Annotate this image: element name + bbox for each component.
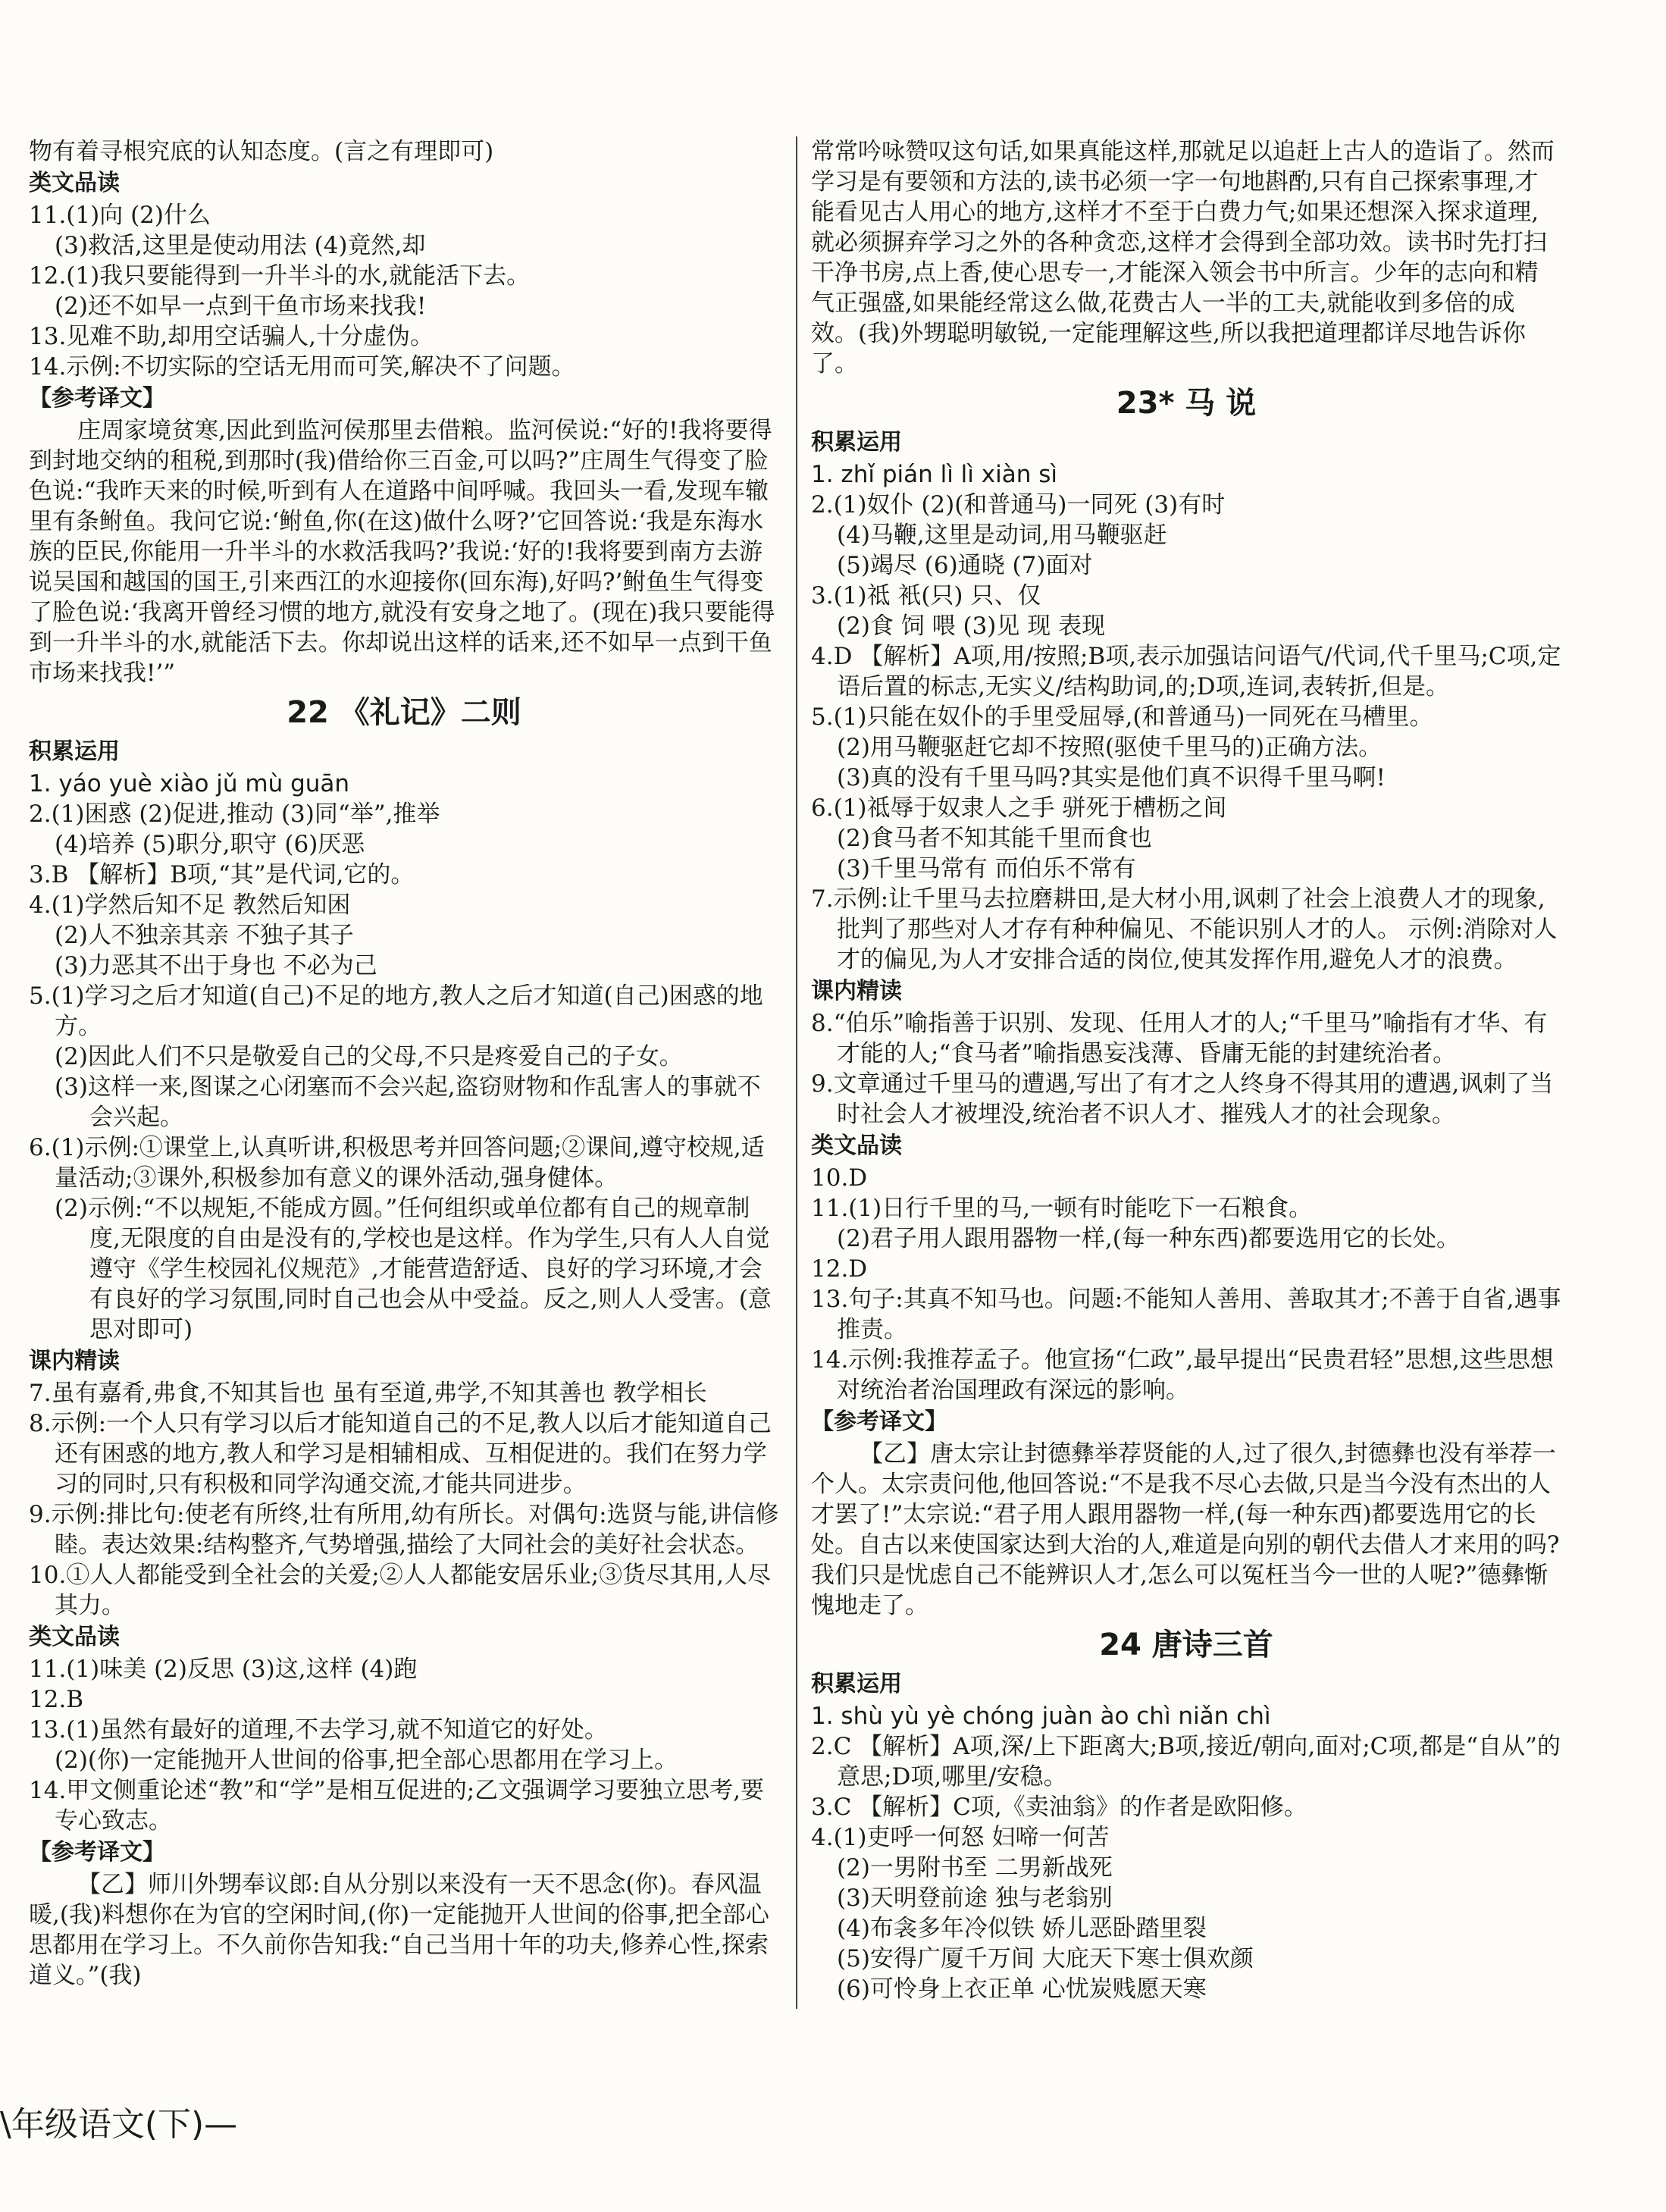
answer-line: 7.虽有嘉肴,弗食,不知其旨也 虽有至道,弗学,不知其善也 教学相长 <box>29 1380 707 1407</box>
answer-subline: (2)君子用人跟用器物一样,(每一种东西)都要选用它的长处。 <box>837 1225 1460 1252</box>
answer-subline: (2)食 饲 喂 (3)见 现 表现 <box>837 613 1106 640</box>
answer-subline: (2)示例:“不以规矩,不能成方圆。”任何组织或单位都有自己的规章制度,无限度的自由是没有的,学校也是这样。作为学生,只有人人自觉遵守《学生校园礼仪规范》,才能营造舒适、良好的学习环境,才会有良好的学习氛围,同时自己也会从中受益。反之,则人人受害。(意思对即可) <box>55 1195 772 1343</box>
answer-subline: (4)培养 (5)职分,职守 (6)厌恶 <box>55 831 365 858</box>
answer-subline: (5)安得广厦千万间 大庇天下寒士俱欢颜 <box>837 1945 1254 1972</box>
answer-line: 5.(1)只能在奴仆的手里受屈辱,(和普通马)一同死在马槽里。 <box>811 703 1433 731</box>
answer-line: 3.C 【解析】C项,《卖油翁》的作者是欧阳修。 <box>811 1794 1307 1821</box>
answer-line: 2.C 【解析】A项,深/上下距离大;B项,接近/朝向,面对;C项,都是“自从”的意思;D项,哪里/安稳。 <box>811 1733 1561 1791</box>
answer-subline: (2)还不如早一点到干鱼市场来找我! <box>55 293 427 320</box>
pinyin-line: 1. zhǐ pián lì lì xiàn sì <box>811 461 1057 488</box>
answer-line: 4.(1)学然后知不足 教然后知困 <box>29 891 351 919</box>
left-column <box>29 136 797 2009</box>
answer-subline: (3)真的没有千里马吗?其实是他们真不识得千里马啊! <box>837 764 1386 791</box>
answer-subline: (3)千里马常有 而伯乐不常有 <box>837 855 1136 882</box>
translation-paragraph: 【乙】师川外甥奉议郎:自从分别以来没有一天不思念(你)。春风温暖,(我)料想你在为官的空闲时间,(你)一定能抛开人世间的俗事,把全部心思都用在学习上。不久前你告知我:“自己当用十年的功夫,修养心性,探索道义。”(我) <box>29 1871 769 1989</box>
answer-line: 4.(1)吏呼一何怒 妇啼一何苦 <box>811 1824 1110 1851</box>
answer-line: 10.D <box>811 1164 868 1192</box>
lesson-title: 23* 马 说 <box>1116 386 1257 421</box>
page-footer: \年级语文(下)— <box>0 2105 238 2144</box>
answer-subline: (4)布衾多年冷似铁 娇儿恶卧踏里裂 <box>837 1915 1207 1942</box>
answer-subline: (3)力恶其不出于身也 不必为己 <box>55 952 377 979</box>
answer-line: 9.文章通过千里马的遭遇,写出了有才之人终身不得其用的遭遇,讽刺了当时社会人才被埋没,统治者不识人才、摧残人才的社会现象。 <box>811 1070 1554 1128</box>
answer-line: 6.(1)祗辱于奴隶人之手 骈死于槽枥之间 <box>811 794 1227 822</box>
answer-subline: (3)这样一来,图谋之心闭塞而不会兴起,盗窃财物和作乱害人的事就不会兴起。 <box>55 1073 761 1131</box>
answer-subline: (2)(你)一定能抛开人世间的俗事,把全部心思都用在学习上。 <box>55 1747 678 1774</box>
answer-line: 12.B <box>29 1686 84 1713</box>
answer-line: 8.“伯乐”喻指善于识别、发现、任用人才的人;“千里马”喻指有才华、有才能的人;“食马者”喻指愚妄浅薄、昏庸无能的封建统治者。 <box>811 1010 1548 1067</box>
answer-line: 3.B 【解析】B项,“其”是代词,它的。 <box>29 861 415 888</box>
lesson-title: 24 唐诗三首 <box>1099 1628 1273 1662</box>
answer-line: 13.见难不助,却用空话骗人,十分虚伪。 <box>29 323 434 350</box>
answer-subline: (4)马鞭,这里是动词,用马鞭驱赶 <box>837 522 1167 549</box>
answer-line: 13.句子:其真不知马也。问题:不能知人善用、善取其才;不善于自省,遇事推责。 <box>811 1286 1561 1343</box>
translation-paragraph: 庄周家境贫寒,因此到监河侯那里去借粮。监河侯说:“好的!我将要得到封地交纳的租税,到那时(我)借给你三百金,可以吗?”庄周生气得变了脸色说:“我昨天来的时候,听到有人在道路中间呼喊。我回头一看,发现车辙里有条鲋鱼。我问它说:‘鲋鱼,你(在这)做什么呀?’它回答说:‘我是东海水族的臣民,你能用一升半斗的水救活我吗?’我说:‘好的!我将要到南方去游说吴国和越国的国王,引来西江的水迎接你(回东海),好吗?’鲋鱼生气得变了脸色说:‘我离开曾经习惯的地方,就没有安身之地了。(现在)我只要能得到一升半斗的水,就能活下去。你却说出这样的话来,还不如早一点到干鱼市场来找我!’” <box>29 417 775 687</box>
answer-line: 12.D <box>811 1255 868 1283</box>
section-heading: 课内精读 <box>29 1348 120 1374</box>
answer-line: 10.①人人都能受到全社会的关爱;②人人都能安居乐业;③货尽其用,人尽其力。 <box>29 1562 772 1619</box>
answer-subline: (2)用马鞭驱赶它却不按照(驱使千里马的)正确方法。 <box>837 734 1383 761</box>
section-heading: 【参考译文】 <box>29 385 165 412</box>
answer-line: 2.(1)困惑 (2)促进,推动 (3)同“举”,推举 <box>29 801 440 828</box>
answer-subline: (3)天明登前途 独与老翁别 <box>837 1885 1113 1912</box>
answer-line: 3.(1)祗 衹(只) 只、仅 <box>811 582 1041 609</box>
answer-line: 7.示例:让千里马去拉磨耕田,是大材小用,讽刺了社会上浪费人才的现象,批判了那些对人才存有种种偏见、不能识别人才的人。 示例:消除对人才的偏见,为人才安排合适的岗位,使其发挥作用,避免人才的浪费。 <box>811 885 1558 973</box>
answer-subline: (2)食马者不知其能千里而食也 <box>837 825 1152 852</box>
answer-line: 4.D 【解析】A项,用/按照;B项,表示加强诘问语气/代词,代千里马;C项,定语后置的标志,无实义/结构助词,的;D项,连词,表转折,但是。 <box>811 643 1561 700</box>
answer-line: 物有着寻根究底的认知态度。(言之有理即可) <box>29 138 494 165</box>
answer-line: 14.示例:我推荐孟子。他宣扬“仁政”,最早提出“民贵君轻”思想,这些思想对统治者治国理政有深远的影响。 <box>811 1346 1554 1404</box>
answer-line: 14.示例:不切实际的空话无用而可笑,解决不了问题。 <box>29 353 575 381</box>
answer-line: 6.(1)示例:①课堂上,认真听讲,积极思考并回答问题;②课间,遵守校规,适量活动;③课外,积极参加有意义的课外活动,强身健体。 <box>29 1134 765 1192</box>
section-heading: 积累运用 <box>29 738 120 765</box>
answer-line: 5.(1)学习之后才知道(自己)不足的地方,教人之后才知道(自己)困惑的地方。 <box>29 982 763 1040</box>
translation-paragraph: 【乙】唐太宗让封德彝举荐贤能的人,过了很久,封德彝也没有举荐一个人。太宗责问他,他回答说:“不是我不尽心去做,只是当今没有杰出的人才罢了!”太宗说:“君子用人跟用器物一样,(每一种东西)都要选用它的长处。自古以来使国家达到大治的人,难道是向别的朝代去借人才来用的吗?我们只是忧虑自己不能辨识人才,怎么可以冤枉当今一世的人呢?”德彝惭愧地走了。 <box>811 1440 1560 1619</box>
section-heading: 类文品读 <box>811 1133 902 1159</box>
top-margin <box>30 121 1636 123</box>
section-heading: 积累运用 <box>811 429 902 456</box>
right-column <box>811 136 1561 2004</box>
answer-subline: (2)因此人们不只是敬爱自己的父母,不只是疼爱自己的子女。 <box>55 1043 683 1070</box>
lesson-title: 22 《礼记》二则 <box>287 695 521 730</box>
section-heading: 【参考译文】 <box>811 1408 947 1435</box>
answer-line: 9.示例:排比句:使老有所终,壮有所用,幼有所长。对偶句:选贤与能,讲信修睦。表达效果:结构整齐,气势增强,描绘了大同社会的美好社会状态。 <box>29 1501 779 1559</box>
section-heading: 类文品读 <box>29 170 120 196</box>
answer-line: 14.甲文侧重论述“教”和“学”是相互促进的;乙文强调学习要独立思考,要专心致志。 <box>29 1777 764 1834</box>
answer-line: 11.(1)向 (2)什么 <box>29 202 211 229</box>
section-heading: 积累运用 <box>811 1671 902 1697</box>
pinyin-line: 1. shù yù yè chóng juàn ào chì niǎn chì <box>811 1703 1271 1730</box>
answer-line: 12.(1)我只要能得到一升半斗的水,就能活下去。 <box>29 262 531 290</box>
section-heading: 课内精读 <box>811 978 902 1004</box>
answer-subline: (2)人不独亲其亲 不独子其子 <box>55 922 354 949</box>
answer-line: 2.(1)奴仆 (2)(和普通马)一同死 (3)有时 <box>811 491 1226 519</box>
answer-subline: (5)竭尽 (6)通晓 (7)面对 <box>837 552 1093 579</box>
answer-subline: (3)救活,这里是使动用法 (4)竟然,却 <box>55 232 426 259</box>
answer-line: 8.示例:一个人只有学习以后才能知道自己的不足,教人以后才能知道自己还有困惑的地方,教人和学习是相辅相成、互相促进的。我们在努力学习的同时,只有积极和同学沟通交流,才能共同进步。 <box>29 1410 772 1498</box>
answer-subline: (2)一男附书至 二男新战死 <box>837 1854 1113 1881</box>
section-heading: 【参考译文】 <box>29 1839 165 1866</box>
section-heading: 类文品读 <box>29 1624 120 1650</box>
translation-paragraph: 常常吟咏赞叹这句话,如果真能这样,那就足以追赶上古人的造诣了。然而学习是有要领和方法的,读书必须一字一句地斟酌,只有自己探索事理,才能看见古人用心的地方,这样才不至于白费力气;如果还想深入探求道理,就必须摒弃学习之外的各种贪恋,这样才会得到全部功效。读书时先打扫干净书房,点上香,使心思专一,才能深入领会书中所言。少年的志向和精气正强盛,如果能经常这么做,花费古人一半的工夫,就能收到多倍的成效。(我)外甥聪明敏锐,一定能理解这些,所以我把道理都详尽地告诉你了。 <box>811 138 1555 378</box>
pinyin-line: 1. yáo yuè xiào jǔ mù guān <box>29 770 350 797</box>
answer-line: 13.(1)虽然有最好的道理,不去学习,就不知道它的好处。 <box>29 1716 608 1744</box>
answer-line: 11.(1)味美 (2)反思 (3)这,这样 (4)跑 <box>29 1656 418 1683</box>
answer-subline: (6)可怜身上衣正单 心忧炭贱愿天寒 <box>837 1975 1207 2003</box>
answer-line: 11.(1)日行千里的马,一顿有时能吃下一石粮食。 <box>811 1195 1313 1222</box>
